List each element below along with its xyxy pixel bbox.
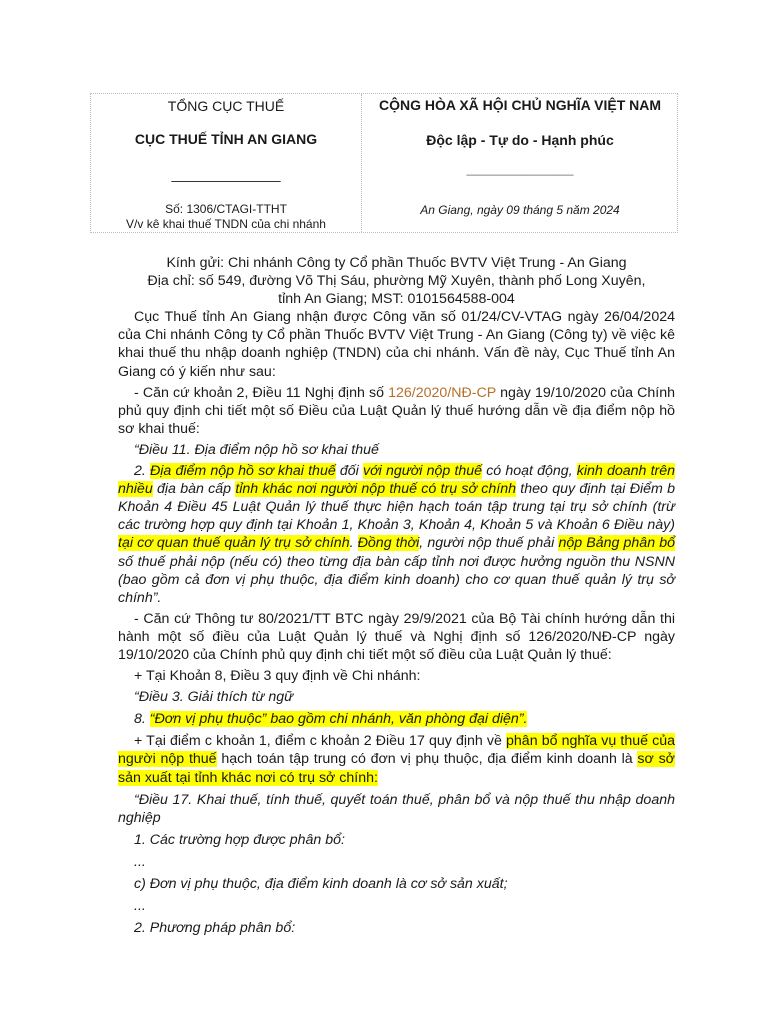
- highlight: Đồng thời: [357, 535, 420, 552]
- left-rule: ______________: [171, 166, 281, 182]
- document-date: An Giang, ngày 09 tháng 5 năm 2024: [420, 203, 620, 217]
- highlight: nộp Bảng phân bổ: [558, 535, 675, 552]
- ellipsis: ...: [134, 853, 146, 870]
- highlight: “Đơn vị phụ thuộc” bao gồm chi nhánh, văn phòng đại diện”.: [149, 711, 528, 728]
- text-run: 8.: [134, 711, 150, 728]
- text-run: có hoạt động,: [482, 463, 577, 480]
- highlight: phân bổ nghĩa vụ thuế của người nộp thuế: [118, 733, 675, 768]
- address-line: Địa chỉ: số 549, đường Võ Thị Sáu, phường Mỹ Xuyên, thành phố Long Xuyên,: [147, 273, 646, 290]
- text-run: địa bàn cấp: [152, 481, 236, 498]
- article-17-clause-2: 2. Phương pháp phân bổ:: [134, 920, 296, 937]
- document-header: [90, 93, 678, 233]
- document-subject: V/v kê khai thuế TNDN của chi nhánh: [126, 217, 326, 231]
- text-run: ngày 19/10/2020 của Chính phủ quy định chi tiết một số Điều của Luật Quản lý thuế hướng dẫn về địa điểm nộp hồ sơ khai thuế:: [118, 384, 676, 437]
- text-run: theo quy định tại Điểm b Khoản 4 Điều 45 Luật Quản lý thuế thực hiện hạch toán tập trung tại trụ sở chính (trừ các trường hợp quy định tại Khoản 1, Khoản 3, Khoản 4, Khoản 5 và Khoản 6 Điều này): [118, 481, 676, 534]
- address-tax-code-line: tỉnh An Giang; MST: 0101564588-004: [278, 291, 515, 308]
- legal-basis-2: - Căn cứ Thông tư 80/2021/TT BTC ngày 29/9/2021 của Bộ Tài chính hướng dẫn thi hành một số điều của Luật Quản lý thuế và Nghị định số 126/2020/NĐ-CP ngày 19/10/2020 của Chính phủ quy định chi tiết một số điều của Luật Quản lý thuế:: [118, 610, 675, 663]
- text-run: số thuế phải nộp (nếu có) theo từng địa bàn cấp tỉnh nơi được hưởng nguồn thu NSNN (bao gồm cả đơn vị phụ thuộc, địa điểm kinh doanh) cho cơ quan thuế quản lý trụ sở chính”.: [118, 553, 675, 606]
- intro-paragraph: Cục Thuế tỉnh An Giang nhận được Công văn số 01/24/CV-VTAG ngày 26/04/2024 của Chi nhánh Công ty Cổ phần Thuốc BVTV Việt Trung - An Giang (Công ty) về việc kê khai thuế thu nhập doanh nghiệp (TNDN) của chi nhánh. Vấn đề này, Cục Thuế tỉnh An Giang có ý kiến như sau:: [118, 309, 675, 380]
- article-17-clause-1: 1. Các trường hợp được phân bổ:: [134, 831, 345, 848]
- text-run: hạch toán tập trung có đơn vị phụ thuộc, địa điểm kinh doanh là: [216, 751, 638, 768]
- decree-link[interactable]: 126/2020/NĐ-CP: [388, 384, 496, 401]
- article-11-title: “Điều 11. Địa điểm nộp hồ sơ khai thuế: [134, 441, 379, 458]
- department-name: CỤC THUẾ TỈNH AN GIANG: [134, 131, 318, 147]
- text-run: - Căn cứ khoản 2, Điều 11 Nghị định số: [134, 384, 389, 401]
- national-motto: Độc lập - Tự do - Hạnh phúc: [426, 132, 614, 148]
- text-run: , người nộp thuế phải: [419, 535, 559, 552]
- highlight: kinh doanh trên nhiều: [118, 463, 676, 498]
- article-3-clause-8: [118, 710, 675, 728]
- article-3-title: “Điều 3. Giải thích từ ngữ: [134, 689, 294, 706]
- highlight: sơ sở sản xuất tại tỉnh khác nơi có trụ sở chính:: [118, 751, 675, 786]
- article-17-point-c: c) Đơn vị phụ thuộc, địa điểm kinh doanh là cơ sở sản xuất;: [134, 876, 508, 892]
- recipient-line: Kính gửi: Chi nhánh Công ty Cổ phần Thuốc BVTV Việt Trung - An Giang: [166, 255, 627, 271]
- point-article-17: [118, 732, 675, 786]
- article-11-clause-2: [118, 462, 675, 607]
- highlight: Địa điểm nộp hồ sơ khai thuế: [150, 463, 336, 480]
- text-run: + Tại điểm c khoản 1, điểm c khoản 2 Điều 17 quy định về: [134, 733, 507, 750]
- header-left: [91, 94, 362, 232]
- text-run: 2.: [134, 463, 150, 480]
- legal-basis-1: [118, 384, 675, 438]
- republic-title: CỘNG HÒA XÃ HỘI CHỦ NGHĨA VIỆT NAM: [378, 97, 662, 113]
- highlight: với người nộp thuế: [362, 463, 483, 480]
- highlight: tỉnh khác nơi người nộp thuế có trụ sở chính: [235, 481, 517, 498]
- document-number: Số: 1306/CTAGI-TTHT: [165, 202, 287, 216]
- text-run: đối: [335, 463, 363, 480]
- article-17-title: “Điều 17. Khai thuế, tính thuế, quyết toán thuế, phân bổ và nộp thuế thu nhập doanh nghiệp: [118, 791, 675, 826]
- document-body: [118, 254, 675, 937]
- highlight: tại cơ quan thuế quản lý trụ sở chính: [118, 535, 350, 552]
- agency-name: TỔNG CỤC THUẾ: [167, 98, 285, 114]
- text-run: .: [349, 535, 358, 552]
- point-clause-8: + Tại Khoản 8, Điều 3 quy định về Chi nhánh:: [134, 668, 421, 685]
- right-rule: ________________: [466, 162, 574, 176]
- ellipsis: ...: [134, 898, 146, 915]
- header-right: [361, 94, 679, 232]
